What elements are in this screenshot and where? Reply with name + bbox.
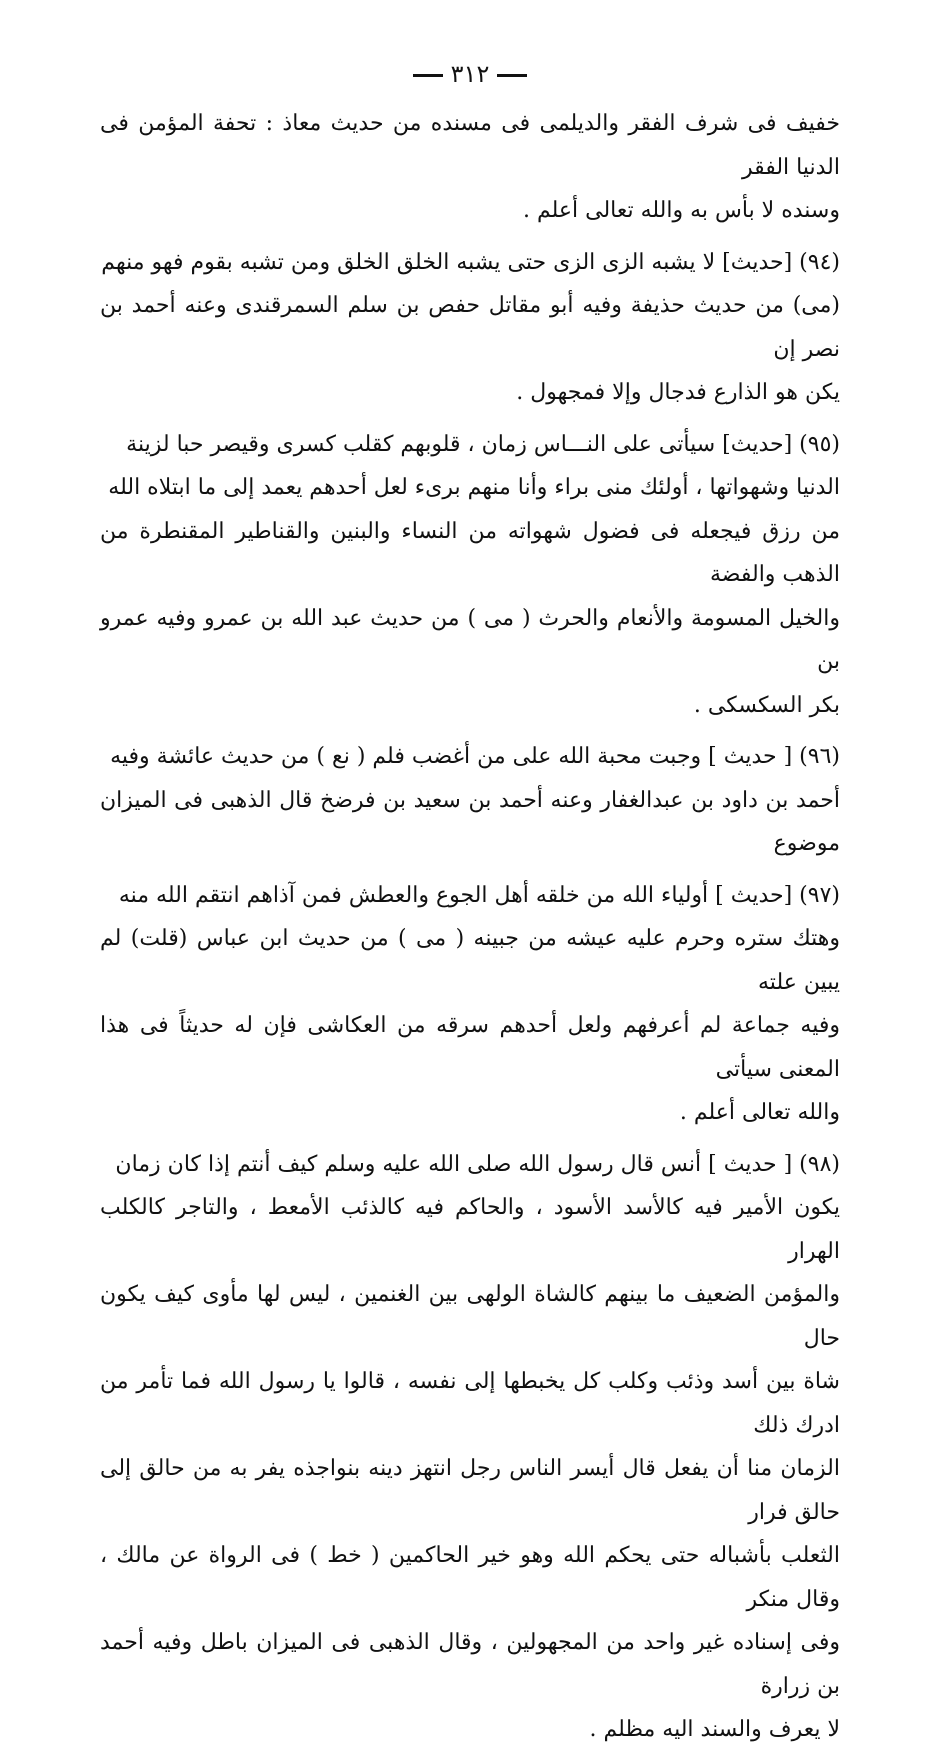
text-line: وفيه جماعة لم أعرفهم ولعل أحدهم سرقه من العكاشى فإن له حديثاً فى هذا المعنى سيأتى xyxy=(100,1013,840,1082)
hadith-98 xyxy=(100,1143,840,1752)
text-line: أحمد بن داود بن عبدالغفار وعنه أحمد بن سعيد بن فرضخ قال الذهبى فى الميزان موضوع xyxy=(100,787,840,856)
paragraph-continuation xyxy=(100,102,840,233)
text-line: والله تعالى أعلم . xyxy=(679,1100,840,1125)
text-line: من رزق فيجعله فى فضول شهواته من النساء والبنين والقناطير المقنطرة من الذهب والفضة xyxy=(100,518,840,587)
book-page xyxy=(100,56,840,1752)
text-line: والخيل المسومة والأنعام والحرث ( مى ) من حديث عبد الله بن عمرو وفيه عمرو بن xyxy=(100,605,840,674)
text-line: (٩٧) [حديث ] أولياء الله من خلقه أهل الجوع والعطش فمن آذاهم انتقم الله منه xyxy=(118,882,840,908)
hadith-95 xyxy=(100,423,840,728)
text-line: وفى إسناده غير واحد من المجهولين ، وقال الذهبى فى الميزان باطل وفيه أحمد بن زرارة xyxy=(100,1630,840,1699)
header-dash-right xyxy=(497,74,527,77)
text-line: وسنده لا بأس به والله تعالى أعلم . xyxy=(522,198,840,223)
text-line: لا يعرف والسند اليه مظلم . xyxy=(589,1717,840,1742)
text-line: (٩٥) [حديث] سيأتى على النـــاس زمان ، قلوبهم كقلب كسرى وقيصر حبا لزينة xyxy=(126,431,840,457)
page-body xyxy=(100,102,840,1752)
text-line: وهتك ستره وحرم عليه عيشه من جبينه ( مى ) من حديث ابن عباس (قلت) لم يبين علته xyxy=(100,926,840,995)
text-line: الزمان منا أن يفعل قال أيسر الناس رجل انتهز دينه بنواجذه يفر به من حالق إلى حالق فرار xyxy=(100,1456,840,1525)
text-line: (٩٦) [ حديث ] وجبت محبة الله على من أغضب فلم ( نع ) من حديث عائشة وفيه xyxy=(110,744,840,769)
hadith-97 xyxy=(100,874,840,1135)
text-line: شاة بين أسد وذئب وكلب كل يخبطها إلى نفسه ، قالوا يا رسول الله فما تأمر من ادرك ذلك xyxy=(100,1369,840,1438)
text-line: بكر السكسكى . xyxy=(693,692,840,718)
text-line: الثعلب بأشباله حتى يحكم الله وهو خير الحاكمين ( خط ) فى الرواة عن مالك ، وقال منكر xyxy=(100,1543,840,1612)
text-line: والمؤمن الضعيف ما بينهم كالشاة الولهى بين الغنمين ، ليس لها مأوى كيف يكون حال xyxy=(100,1282,840,1351)
hadith-96 xyxy=(100,735,840,866)
page-header xyxy=(100,56,840,92)
text-line: (مى) من حديث حذيفة وفيه أبو مقاتل حفص بن سلم السمرقندى وعنه أحمد بن نصر إن xyxy=(100,293,840,362)
header-dash-left xyxy=(413,74,443,77)
text-line: يكن هو الذارع فدجال وإلا فمجهول . xyxy=(516,380,840,405)
text-line: خفيف فى شرف الفقر والديلمى فى مسنده من حديث معاذ : تحفة المؤمن فى الدنيا الفقر xyxy=(100,111,840,180)
text-line: الدنيا وشهواتها ، أولئك منى براء وأنا منهم برىء لعل أحدهم يعمد إلى ما ابتلاه الله xyxy=(108,475,840,500)
text-line: (٩٤) [حديث] لا يشبه الزى الزى حتى يشبه الخلق الخلق ومن تشبه بقوم فهو منهم xyxy=(101,249,840,275)
text-line: (٩٨) [ حديث ] أنس قال رسول الله صلى الله عليه وسلم كيف أنتم إذا كان زمان xyxy=(115,1151,840,1177)
text-line: يكون الأمير فيه كالأسد الأسود ، والحاكم فيه كالذئب الأمعط ، والتاجر كالكلب الهرار xyxy=(100,1195,840,1264)
hadith-94 xyxy=(100,241,840,415)
page-number: ٣١٢ xyxy=(450,60,490,88)
